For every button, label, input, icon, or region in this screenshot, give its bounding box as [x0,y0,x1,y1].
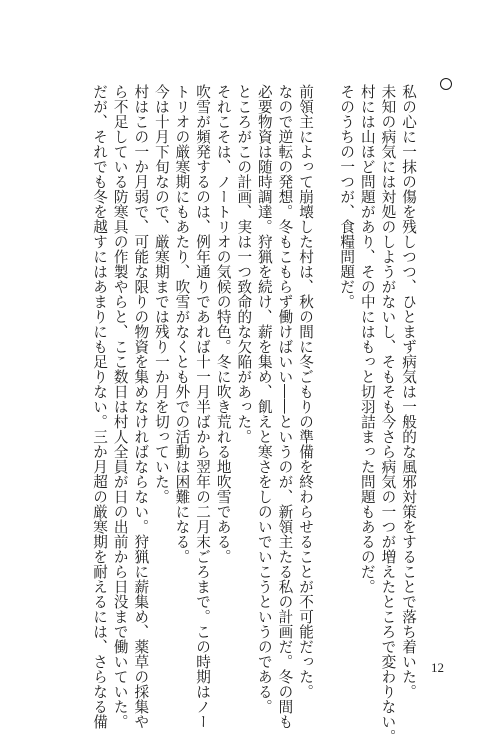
text-line: 必要物資は随時調達。狩猟を続け、薪を集め、飢えと寒さをしのいでいこうというのである。 [255,84,273,714]
text-line: だが、それでも冬を越すにはあまりにも足りない。三か月超の厳寒期を耐えるには、さらなる備 [91,84,109,729]
body-text [89,84,419,744]
scene-mark-circle-icon [440,78,452,90]
paragraph-gap [315,84,336,644]
text-line: 吹雪が頻発するのは、例年通りであれば十一月半ばから翌年の二月末ごろまで。この時期はノー [194,84,212,729]
text-line: トリオの厳寒期にもあたり、吹雪がなくとも外での活動は困難になる。 [173,84,191,564]
text-line: ら不足している防寒具の作製やらと、ここ数日は村人全員が日の出前から日没まで働いていた。 [111,84,129,729]
text-line: 前領主によって崩壊した村は、秋の間に冬ごもりの準備を終わらせることが不可能だった。 [297,84,315,699]
text-line: それこそは、ノートリオの気候の特色。冬に吹き荒れる地吹雪である。 [214,84,232,564]
text-line: 未知の病気には対処のしようがないし、そもそも今さら病気の一つが増えたところで変わりない。 [379,84,397,744]
page-number: 12 [431,660,444,675]
text-line: 村には山ほど問題があり、その中にはもっと切羽詰まった問題もあるのだ。 [358,84,376,594]
text-line: なので逆転の発想。冬もこもらず働けばいい――というのが、新領主たる私の計画だ。冬の間も [276,84,294,729]
text-line: 私の心に一抹の傷を残しつつ、ひとまず病気は一般的な風邪対策をすることで落ち着いた。 [400,84,417,699]
text-line: ところがこの計画、実は一つ致命的な欠陥があった。 [235,84,253,444]
text-line: そのうちの一つが、食糧問題だ。 [338,84,356,309]
text-line: 村はこの一か月弱で、可能な限りの物資を集めなければならない。狩猟に薪集め、薬草の採集や [132,84,150,729]
text-line: 今は十月下旬なので、厳寒期までは残り一か月を切っていた。 [152,84,170,504]
